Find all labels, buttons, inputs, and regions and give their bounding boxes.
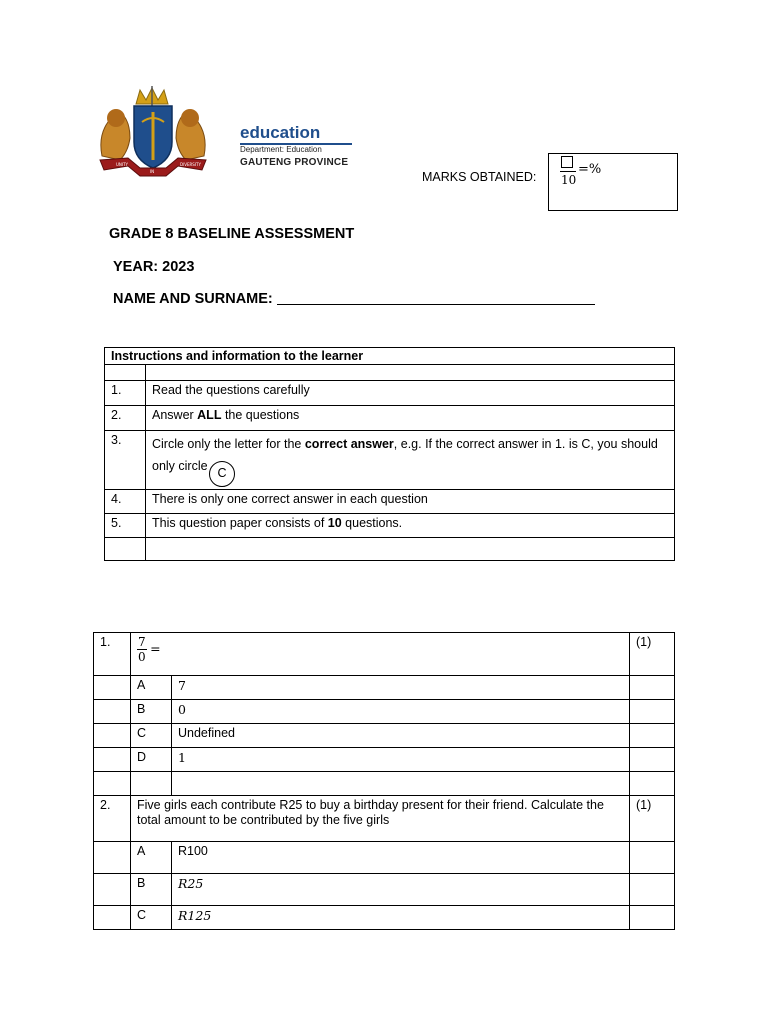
question-empty-cell <box>630 700 675 724</box>
instruction-text-bold: 10 <box>327 516 342 530</box>
option-letter[interactable]: B <box>131 700 172 724</box>
name-surname-label: NAME AND SURNAME: <box>113 291 273 307</box>
question-empty-cell <box>94 676 131 700</box>
instruction-text-post: the questions <box>221 408 300 422</box>
option-text[interactable]: 7 <box>172 676 630 700</box>
question-fraction <box>137 635 147 664</box>
option-letter[interactable]: B <box>131 874 172 906</box>
instruction-text-post: questions. <box>341 516 403 530</box>
question-empty-cell <box>630 772 675 796</box>
instruction-text <box>146 514 675 538</box>
question-empty-cell <box>630 748 675 772</box>
motto-right: DIVERSITY <box>180 162 201 167</box>
fraction-numerator: 7 <box>138 635 146 649</box>
question-empty-cell <box>630 874 675 906</box>
instruction-number: 2. <box>105 406 146 431</box>
instruction-text <box>146 431 675 490</box>
logo-education-word: education <box>240 123 321 142</box>
question-text <box>131 633 630 676</box>
instruction-number: 1. <box>105 381 146 406</box>
name-surname-row <box>113 290 595 307</box>
marks-obtained-label: MARKS OBTAINED: <box>422 170 537 184</box>
question-empty-cell <box>94 724 131 748</box>
instruction-number: 4. <box>105 490 146 514</box>
option-letter[interactable]: D <box>131 748 172 772</box>
motto-left: UNITY <box>116 162 128 167</box>
instruction-number: 5. <box>105 514 146 538</box>
question-text: Five girls each contribute R25 to buy a birthday present for their friend. Calculate the total amount to be contributed by the five girls <box>131 796 630 842</box>
logo-wordmark <box>240 124 320 142</box>
assessment-year: YEAR: 2023 <box>113 259 195 275</box>
question-empty-cell <box>630 676 675 700</box>
gauteng-education-logo <box>94 86 360 178</box>
fraction-denominator: 0 <box>138 650 146 664</box>
instructions-empty-cell <box>146 538 675 561</box>
question-empty-cell <box>630 724 675 748</box>
question-empty-cell <box>94 874 131 906</box>
option-letter[interactable]: A <box>131 842 172 874</box>
option-text[interactable]: R125 <box>172 906 630 930</box>
instruction-text: There is only one correct answer in each question <box>146 490 675 514</box>
motto-middle: IN <box>150 169 155 174</box>
question-marks: (1) <box>630 796 675 842</box>
marks-numerator-placeholder <box>561 156 573 170</box>
instructions-empty-cell <box>105 365 146 381</box>
option-letter[interactable]: C <box>131 906 172 930</box>
instructions-heading: Instructions and information to the learner <box>105 348 675 365</box>
instruction-text: Read the questions carefully <box>146 381 675 406</box>
question-empty-cell <box>94 700 131 724</box>
question-empty-cell <box>630 906 675 930</box>
question-number: 2. <box>94 796 131 842</box>
question-number: 1. <box>94 633 131 676</box>
instruction-text-pre: Circle only the letter for the <box>152 437 305 451</box>
instruction-text-bold: ALL <box>197 408 222 422</box>
empty-box-icon <box>561 156 573 168</box>
questions-table <box>93 632 675 930</box>
instruction-text <box>146 406 675 431</box>
question-empty-cell <box>94 842 131 874</box>
question-empty-cell <box>630 842 675 874</box>
instruction-text-pre: This question paper consists of <box>152 516 328 530</box>
question-empty-cell <box>94 748 131 772</box>
question-empty-cell <box>94 906 131 930</box>
name-surname-field[interactable] <box>277 290 595 305</box>
marks-fraction-bar <box>560 171 576 172</box>
logo-province: GAUTENG PROVINCE <box>240 157 349 168</box>
question-empty-cell <box>172 772 630 796</box>
option-text[interactable]: Undefined <box>172 724 630 748</box>
fraction-equals: = <box>150 640 161 656</box>
logo-department: Department: Education <box>240 145 322 154</box>
instructions-empty-cell <box>105 538 146 561</box>
instruction-text-bold: correct answer <box>304 437 394 451</box>
option-text[interactable]: R100 <box>172 842 630 874</box>
coat-of-arms-icon <box>94 86 234 178</box>
option-letter[interactable]: A <box>131 676 172 700</box>
instructions-empty-cell <box>146 365 675 381</box>
question-empty-cell <box>94 772 131 796</box>
marks-denominator: 10 <box>561 173 577 187</box>
option-text[interactable]: 0 <box>172 700 630 724</box>
instruction-number: 3. <box>105 431 146 490</box>
circled-letter-example: C <box>209 461 235 487</box>
option-text[interactable]: 1 <box>172 748 630 772</box>
option-letter[interactable]: C <box>131 724 172 748</box>
instruction-text-pre: Answer <box>152 408 198 422</box>
marks-percent-suffix: =% <box>578 162 602 177</box>
question-empty-cell <box>131 772 172 796</box>
assessment-title: GRADE 8 BASELINE ASSESSMENT <box>109 226 355 242</box>
option-text[interactable]: R25 <box>172 874 630 906</box>
marks-obtained-box[interactable] <box>548 153 678 211</box>
instructions-table <box>104 347 675 561</box>
question-marks: (1) <box>630 633 675 676</box>
instruction-text-post: , e.g. If the correct answer in 1. is C, you should only circle <box>152 437 658 473</box>
